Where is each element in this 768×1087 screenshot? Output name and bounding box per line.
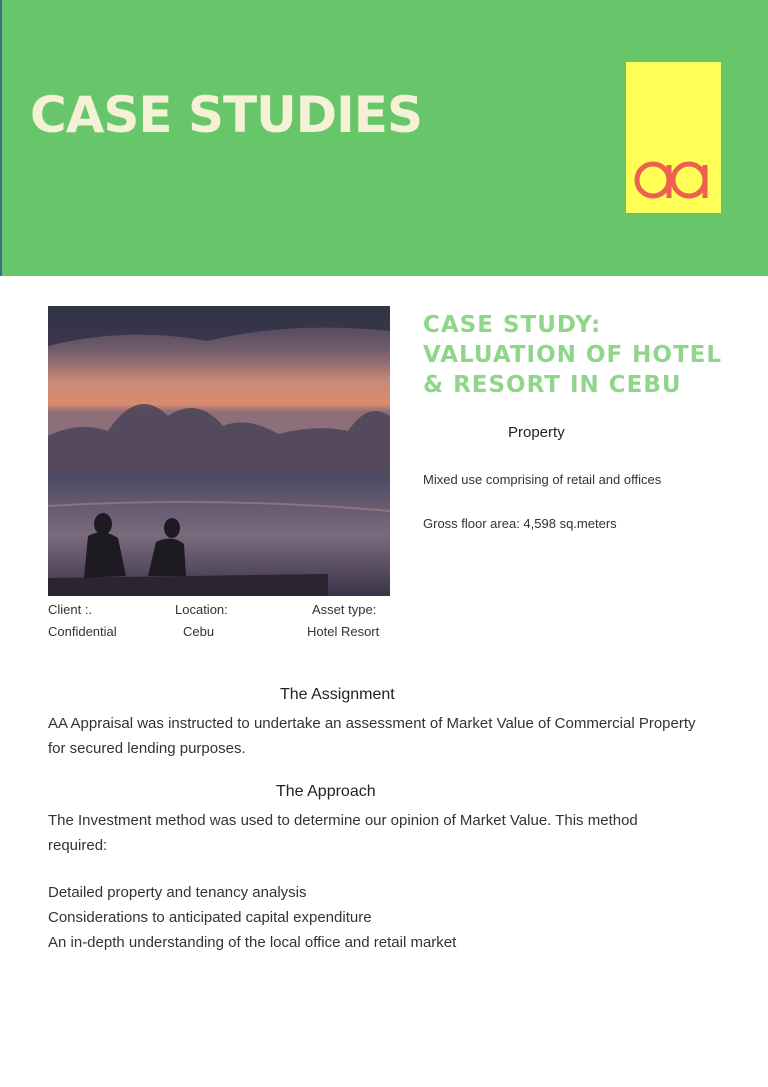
case-study-title-line: & RESORT IN CEBU: [423, 372, 682, 398]
property-use: Mixed use comprising of retail and offices: [423, 472, 662, 487]
assignment-heading: The Assignment: [280, 686, 395, 703]
asset-type-value: Hotel Resort: [307, 624, 380, 639]
list-item: An in-depth understanding of the local office and retail market: [48, 934, 457, 951]
list-item: Detailed property and tenancy analysis: [48, 884, 307, 901]
case-study-title: [423, 310, 753, 400]
assignment-line: AA Appraisal was instructed to undertake an assessment of Market Value of Commercial Property: [48, 715, 696, 732]
aa-logo: [626, 62, 721, 213]
assignment-line: for secured lending purposes.: [48, 740, 246, 757]
case-study-title-line: VALUATION OF HOTEL: [423, 342, 723, 368]
aa-logo-mark: [626, 62, 721, 213]
page-title: CASE STUDIES: [30, 86, 422, 144]
approach-heading: The Approach: [276, 783, 376, 800]
location-label: Location:: [175, 602, 228, 617]
client-value: Confidential: [48, 624, 117, 639]
assignment-text: [48, 711, 696, 761]
case-study-title-line: CASE STUDY:: [423, 312, 602, 338]
approach-text: [48, 808, 638, 858]
header-banner: [0, 0, 768, 276]
banner-edge: [0, 0, 2, 276]
approach-line: required:: [48, 837, 108, 854]
sunset-beach-photo: [48, 306, 390, 596]
approach-list: [48, 880, 456, 955]
asset-type-label: Asset type:: [312, 602, 377, 617]
client-label: Client :.: [48, 602, 93, 617]
gross-floor-area: Gross floor area: 4,598 sq.meters: [423, 516, 617, 531]
list-item: Considerations to anticipated capital expenditure: [48, 909, 372, 926]
location-value: Cebu: [183, 624, 215, 639]
approach-line: The Investment method was used to determine our opinion of Market Value. This method: [48, 812, 638, 829]
property-label: Property: [508, 424, 565, 441]
